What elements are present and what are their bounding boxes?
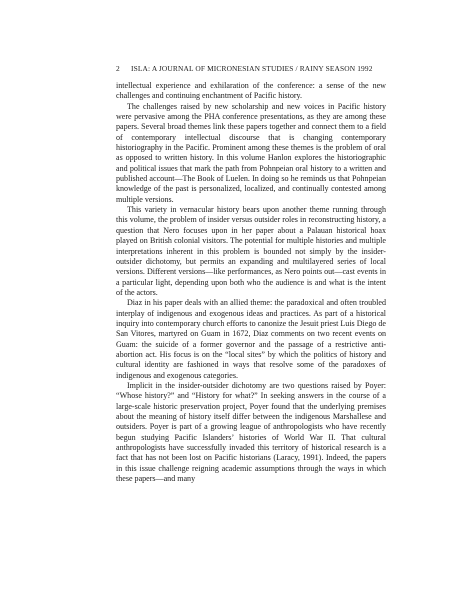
paragraph: Implicit in the insider-outsider dichotomy are two questions raised by Poyer: “Whose history?” and “History for what?” In seeking answers in the course of a large-scale historic preservation project, Poyer found that the underlying premises about the meaning of history itself differ between the indigenous Marshallese and outsiders. Poyer is part of a growing league of anthropologists who have recently begun studying Pacific Islanders’ histories of World War II. That cultural anthropologists have successfully invaded this territory of historical research is a fact that has not been lost on Pacific historians (Laracy, 1991). Indeed, the papers in this issue challenge reigning academic assumptions through the ways in which these papers—and many bbox=[116, 380, 386, 484]
body-text bbox=[116, 81, 386, 484]
paragraph-continuation: intellectual experience and exhilaration of the conference: a sense of the new challenges and continuing enchantment of Pacific history. bbox=[116, 81, 386, 101]
paragraph: The challenges raised by new scholarship and new voices in Pacific history were pervasive among the PHA conference presentations, as they are among these papers. Several broad themes link these papers together and connect them to a field of contemporary intellectual discourse that is changing contemporary historiography in the Pacific. Prominent among these themes is the problem of oral as opposed to written history. In this volume Hanlon explores the historiographic and political issues that mark the path from Pohnpeian oral history to a written and published account—The Book of Luelen. In doing so he reminds us that Pohnpeian knowledge of the past is personalized, localized, and continually contested among multiple versions. bbox=[116, 101, 386, 204]
paragraph: Diaz in his paper deals with an allied theme: the paradoxical and often troubled interplay of indigenous and exogenous ideas and practices. As part of a historical inquiry into contemporary church efforts to canonize the Jesuit priest Luis Diego de San Vitores, martyred on Guam in 1672, Diaz comments on two recent events on Guam: the suicide of a former governor and the passage of a restrictive anti-abortion act. His focus is on the “local sites” by which the politics of history and cultural identity are fashioned in ways that resolve some of the paradoxes of indigenous and exogenous categories. bbox=[116, 298, 386, 380]
page-number: 2 bbox=[116, 64, 120, 73]
journal-header-title: ISLA: A JOURNAL OF MICRONESIAN STUDIES / RAINY SEASON 1992 bbox=[131, 64, 373, 73]
paragraph: This variety in vernacular history bears upon another theme running through this volume, the problem of insider versus outsider roles in reconstructing history, a question that Nero focuses upon in her paper about a Palauan historical hoax played on British colonial visitors. The potential for multiple histories and multiple interpretations inherent in this problem is bounded not simply by the insider-outsider dichotomy, but permits an expanding and multilayered series of local versions. Different versions—like performances, as Nero points out—cast events in a particular light, depending upon both who the audience is and what is the intent of the actors. bbox=[116, 205, 386, 297]
running-header bbox=[116, 64, 386, 76]
